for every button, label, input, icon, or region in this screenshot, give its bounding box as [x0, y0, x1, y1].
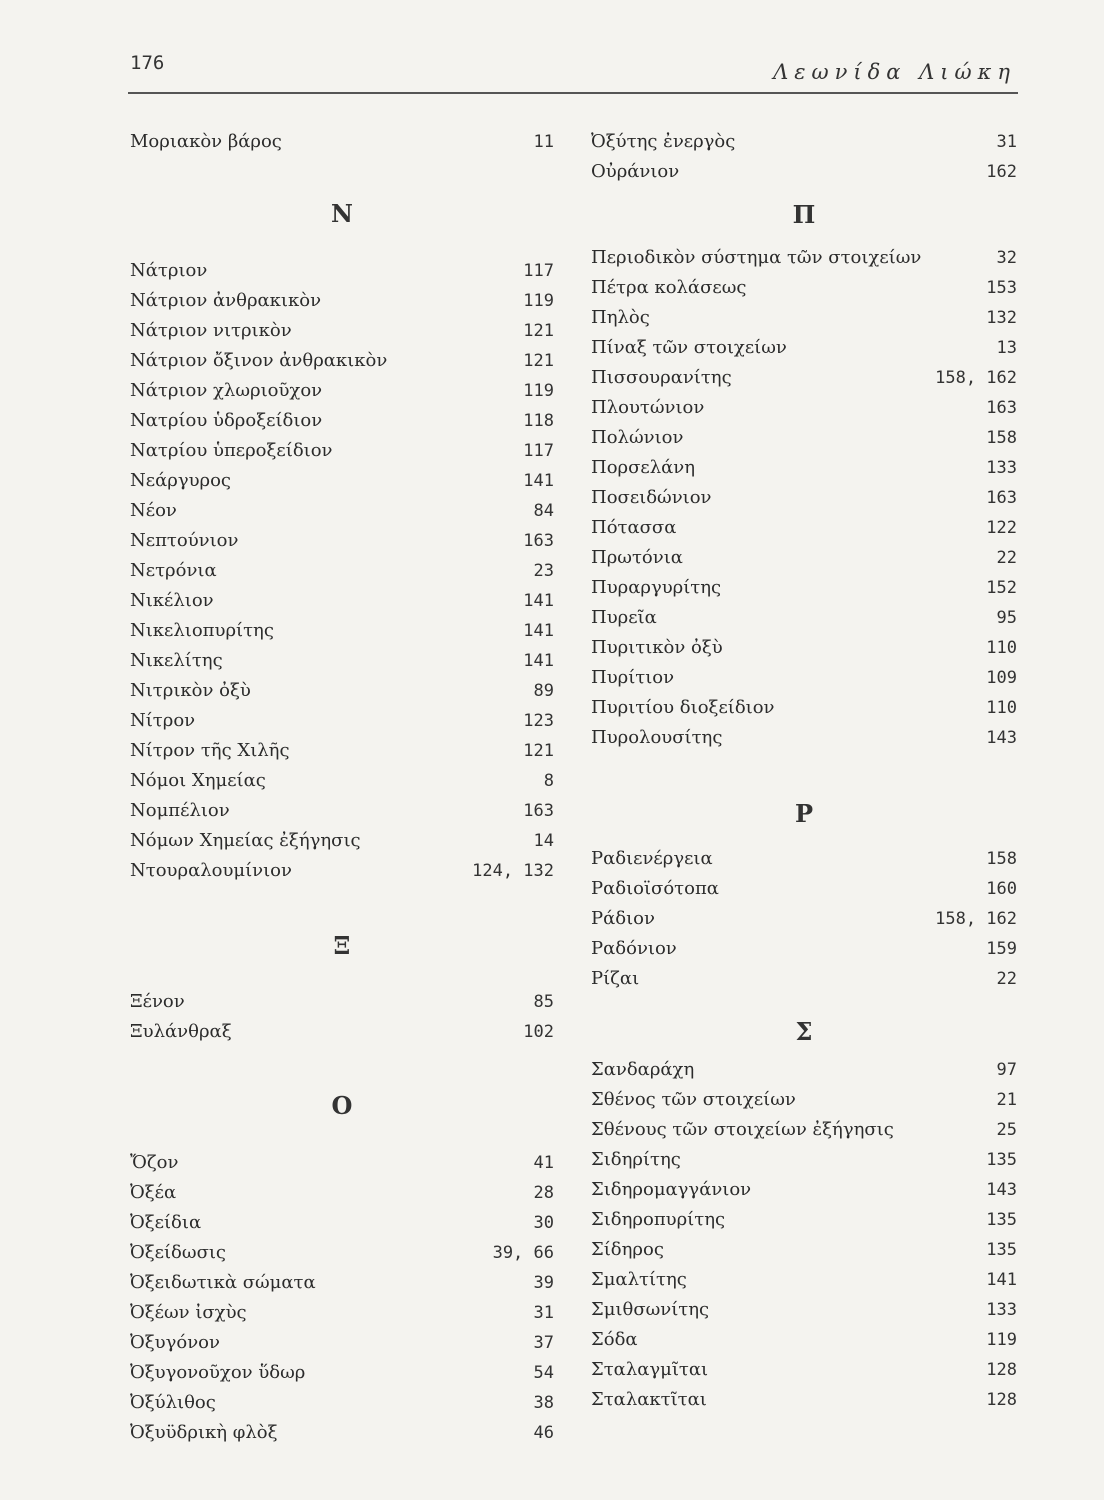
index-entry	[591, 663, 1017, 693]
index-term: Νικελίτης	[130, 650, 223, 671]
index-term: Νομπέλιον	[130, 800, 230, 821]
index-page-refs: 118	[523, 411, 554, 431]
index-term: Ὀξέων ἰσχὺς	[130, 1302, 247, 1323]
index-page-refs: 133	[986, 458, 1017, 478]
index-page-refs: 84	[533, 501, 554, 521]
index-entry	[591, 904, 1017, 934]
index-page-refs: 119	[523, 291, 554, 311]
index-entry	[130, 1208, 554, 1238]
index-entry	[130, 796, 554, 826]
index-entry	[130, 586, 554, 616]
index-page-refs: 160	[986, 879, 1017, 899]
index-page-refs: 117	[523, 261, 554, 281]
index-page-refs: 23	[533, 561, 554, 581]
index-term: Σιδηρίτης	[591, 1149, 681, 1170]
index-term: Πλουτώνιον	[591, 397, 705, 418]
index-entry	[591, 1265, 1017, 1295]
index-entry	[130, 736, 554, 766]
index-entry	[130, 1298, 554, 1328]
index-entry	[130, 1148, 554, 1178]
index-entry	[591, 1295, 1017, 1325]
index-term: Ξένον	[130, 991, 185, 1012]
index-page-refs: 121	[523, 351, 554, 371]
index-page-refs: 159	[986, 939, 1017, 959]
index-page-refs: 32	[996, 248, 1017, 268]
index-term: Πυραργυρίτης	[591, 577, 722, 598]
index-term: Σμιθσωνίτης	[591, 1299, 710, 1320]
index-entry	[591, 934, 1017, 964]
index-term: Ραδόνιον	[591, 938, 677, 959]
index-page-refs: 163	[523, 801, 554, 821]
index-entry	[591, 1205, 1017, 1235]
index-entry	[130, 1328, 554, 1358]
index-page-refs: 141	[523, 621, 554, 641]
section-letter: Σ	[795, 1017, 813, 1046]
index-term: Σιδηρομαγγάνιον	[591, 1179, 752, 1200]
index-page-refs: 31	[533, 1303, 554, 1323]
index-entry	[130, 676, 554, 706]
index-page-refs: 121	[523, 741, 554, 761]
index-term: Νικελιοπυρίτης	[130, 620, 274, 641]
index-entry	[591, 693, 1017, 723]
index-term: Ὄζον	[130, 1152, 179, 1173]
index-term: Ὀξειδωτικὰ σώματα	[130, 1272, 316, 1293]
index-entry	[591, 127, 1017, 157]
index-page-refs: 110	[986, 698, 1017, 718]
index-entry	[591, 874, 1017, 904]
index-page-refs: 85	[533, 992, 554, 1012]
index-page-refs: 153	[986, 278, 1017, 298]
index-entry	[130, 1268, 554, 1298]
index-term: Ρίζαι	[591, 968, 640, 989]
index-entry	[130, 646, 554, 676]
index-page-refs: 163	[986, 488, 1017, 508]
index-term: Σταλαγμῖται	[591, 1359, 709, 1380]
index-term: Σμαλτίτης	[591, 1269, 687, 1290]
index-term: Νίτρον	[130, 710, 196, 731]
index-page-refs: 141	[523, 471, 554, 491]
running-head: Λεωνίδα Λιώκη	[773, 60, 1016, 84]
index-term: Ὀξείδια	[130, 1212, 202, 1233]
index-term: Ξυλάνθραξ	[130, 1021, 232, 1042]
index-entry	[130, 987, 554, 1017]
index-term: Πισσουρανίτης	[591, 367, 732, 388]
index-page-refs: 121	[523, 321, 554, 341]
index-page-refs: 135	[986, 1240, 1017, 1260]
index-term: Πυρολουσίτης	[591, 727, 723, 748]
index-page-refs: 117	[523, 441, 554, 461]
index-entry	[591, 273, 1017, 303]
index-term: Οὐράνιον	[591, 161, 680, 182]
index-entry	[591, 573, 1017, 603]
index-entry	[130, 436, 554, 466]
index-entry	[130, 1418, 554, 1448]
index-entry	[591, 1055, 1017, 1085]
index-entry	[130, 766, 554, 796]
index-term: Νέον	[130, 500, 177, 521]
index-page-refs: 11	[533, 132, 554, 152]
index-term: Ράδιον	[591, 908, 655, 929]
index-page-refs: 133	[986, 1300, 1017, 1320]
index-entry	[591, 513, 1017, 543]
page-header	[130, 52, 1016, 92]
index-term: Σταλακτῖται	[591, 1389, 707, 1410]
index-term: Νάτριον νιτρικὸν	[130, 320, 292, 341]
index-term: Πυριτίου διοξείδιον	[591, 697, 775, 718]
index-page-refs: 124, 132	[472, 861, 554, 881]
index-column-left	[130, 127, 554, 1448]
index-entry	[591, 1385, 1017, 1415]
index-entry	[591, 1175, 1017, 1205]
index-entry	[591, 423, 1017, 453]
index-column-right	[591, 127, 1017, 1415]
index-page-refs: 28	[533, 1183, 554, 1203]
index-term: Πυρεῖα	[591, 607, 657, 628]
index-term: Πίναξ τῶν στοιχείων	[591, 337, 787, 358]
index-entry	[591, 1115, 1017, 1145]
index-term: Νατρίου ὑδροξείδιον	[130, 410, 323, 431]
index-entry	[130, 1388, 554, 1418]
index-term: Ὀξύλιθος	[130, 1392, 216, 1413]
index-term: Νάτριον ἀνθρακικὸν	[130, 290, 322, 311]
section-letter: Ρ	[794, 799, 814, 828]
index-entry	[591, 363, 1017, 393]
index-term: Νεπτούνιον	[130, 530, 239, 551]
index-term: Νικέλιον	[130, 590, 214, 611]
index-term: Πρωτόνια	[591, 547, 683, 568]
index-entry	[591, 243, 1017, 273]
index-page-refs: 158	[986, 849, 1017, 869]
index-term: Σόδα	[591, 1329, 638, 1350]
index-page-refs: 22	[996, 548, 1017, 568]
index-entry	[130, 1238, 554, 1268]
index-term: Πότασσα	[591, 517, 677, 538]
index-entry	[130, 826, 554, 856]
index-term: Σθένους τῶν στοιχείων ἐξήγησις	[591, 1119, 894, 1140]
index-page-refs: 135	[986, 1150, 1017, 1170]
index-entry	[591, 633, 1017, 663]
index-term: Σιδηροπυρίτης	[591, 1209, 726, 1230]
index-entry	[130, 526, 554, 556]
index-page-refs: 102	[523, 1022, 554, 1042]
index-entry	[130, 706, 554, 736]
index-page-refs: 89	[533, 681, 554, 701]
index-term: Πέτρα κολάσεως	[591, 277, 747, 298]
index-page-refs: 141	[523, 651, 554, 671]
index-page-refs: 158	[986, 428, 1017, 448]
index-entry	[591, 393, 1017, 423]
index-term: Νόμοι Χημείας	[130, 770, 266, 791]
index-term: Ραδιοϊσότοπα	[591, 878, 719, 899]
index-term: Νεάργυρος	[130, 470, 232, 491]
index-page-refs: 21	[996, 1090, 1017, 1110]
index-entry	[591, 844, 1017, 874]
index-entry	[130, 316, 554, 346]
index-entry	[591, 333, 1017, 363]
index-entry	[591, 1235, 1017, 1265]
page-number: 176	[130, 52, 165, 74]
index-term: Νάτριον ὄξινον ἀνθρακικὸν	[130, 350, 388, 371]
index-entry	[130, 376, 554, 406]
index-entry	[130, 616, 554, 646]
index-term: Ὀξέα	[130, 1182, 177, 1203]
index-page-refs: 158, 162	[935, 909, 1017, 929]
index-entry	[591, 1085, 1017, 1115]
index-term: Ραδιενέργεια	[591, 848, 713, 869]
index-page-refs: 25	[996, 1120, 1017, 1140]
index-entry	[130, 286, 554, 316]
index-term: Πυριτικὸν ὀξὺ	[591, 637, 723, 658]
index-term: Περιοδικὸν σύστημα τῶν στοιχείων	[591, 247, 922, 268]
index-page-refs: 30	[533, 1213, 554, 1233]
index-page-refs: 46	[533, 1423, 554, 1443]
index-page-refs: 122	[986, 518, 1017, 538]
index-entry	[591, 157, 1017, 187]
index-term: Νάτριον χλωριοῦχον	[130, 380, 323, 401]
index-term: Σανδαράχη	[591, 1059, 695, 1080]
index-page-refs: 162	[986, 162, 1017, 182]
section-letter: Ξ	[333, 931, 351, 960]
index-page-refs: 97	[996, 1060, 1017, 1080]
index-term: Ὀξυϋδρικὴ φλὸξ	[130, 1422, 278, 1443]
index-page-refs: 110	[986, 638, 1017, 658]
index-page-refs: 163	[523, 531, 554, 551]
index-term: Πυρίτιον	[591, 667, 675, 688]
index-term: Νίτρον τῆς Χιλῆς	[130, 740, 290, 761]
index-term: Σθένος τῶν στοιχείων	[591, 1089, 796, 1110]
index-term: Ὀξύτης ἐνεργὸς	[591, 131, 736, 152]
index-page-refs: 38	[533, 1393, 554, 1413]
index-page-refs: 41	[533, 1153, 554, 1173]
index-page-refs: 123	[523, 711, 554, 731]
index-page-refs: 39, 66	[492, 1243, 554, 1263]
index-term: Νάτριον	[130, 260, 208, 281]
index-page-refs: 95	[996, 608, 1017, 628]
index-term: Σίδηρος	[591, 1239, 664, 1260]
index-term: Νατρίου ὑπεροξείδιον	[130, 440, 333, 461]
index-page-refs: 141	[523, 591, 554, 611]
index-page-refs: 109	[986, 668, 1017, 688]
section-letter: Π	[792, 200, 816, 229]
index-page-refs: 8	[543, 771, 554, 791]
index-entry	[130, 1178, 554, 1208]
index-term: Μοριακὸν βάρος	[130, 131, 282, 152]
index-term: Νόμων Χημείας ἐξήγησις	[130, 830, 361, 851]
index-entry	[130, 1358, 554, 1388]
index-term: Ὀξυγόνον	[130, 1332, 220, 1353]
index-page-refs: 119	[986, 1330, 1017, 1350]
header-rule	[128, 92, 1018, 94]
index-page-refs: 141	[986, 1270, 1017, 1290]
index-entry	[130, 127, 554, 157]
index-entry	[591, 1355, 1017, 1385]
index-page-refs: 128	[986, 1360, 1017, 1380]
index-entry	[130, 256, 554, 286]
index-entry	[130, 406, 554, 436]
index-page-refs: 39	[533, 1273, 554, 1293]
index-term: Πολώνιον	[591, 427, 684, 448]
index-entry	[130, 1017, 554, 1047]
index-page-refs: 37	[533, 1333, 554, 1353]
index-page-refs: 163	[986, 398, 1017, 418]
index-entry	[591, 723, 1017, 753]
index-page-refs: 143	[986, 1180, 1017, 1200]
index-term: Ὀξυγονοῦχον ὕδωρ	[130, 1362, 306, 1383]
index-entry	[130, 496, 554, 526]
index-term: Ποσειδώνιον	[591, 487, 712, 508]
index-page-refs: 128	[986, 1390, 1017, 1410]
index-entry	[130, 856, 554, 886]
index-entry	[130, 556, 554, 586]
section-letter: Ν	[331, 199, 353, 228]
index-page-refs: 54	[533, 1363, 554, 1383]
index-entry	[591, 603, 1017, 633]
index-page-refs: 31	[996, 132, 1017, 152]
index-page-refs: 13	[996, 338, 1017, 358]
index-term: Νετρόνια	[130, 560, 217, 581]
index-term: Ὀξείδωσις	[130, 1242, 226, 1263]
index-page-refs: 158, 162	[935, 368, 1017, 388]
index-entry	[591, 453, 1017, 483]
index-term: Ντουραλουμίνιον	[130, 860, 292, 881]
section-letter: Ο	[331, 1091, 353, 1120]
index-term: Πηλὸς	[591, 307, 650, 328]
index-entry	[591, 483, 1017, 513]
index-page-refs: 135	[986, 1210, 1017, 1230]
index-term: Πορσελάνη	[591, 457, 696, 478]
index-entry	[591, 543, 1017, 573]
index-term: Νιτρικὸν ὀξὺ	[130, 680, 251, 701]
index-entry	[591, 1325, 1017, 1355]
index-entry	[591, 964, 1017, 994]
index-entry	[130, 346, 554, 376]
index-entry	[591, 303, 1017, 333]
index-page-refs: 152	[986, 578, 1017, 598]
index-page-refs: 132	[986, 308, 1017, 328]
index-page-refs: 143	[986, 728, 1017, 748]
index-page-refs: 14	[533, 831, 554, 851]
index-entry	[130, 466, 554, 496]
index-page-refs: 22	[996, 969, 1017, 989]
index-page-refs: 119	[523, 381, 554, 401]
index-entry	[591, 1145, 1017, 1175]
